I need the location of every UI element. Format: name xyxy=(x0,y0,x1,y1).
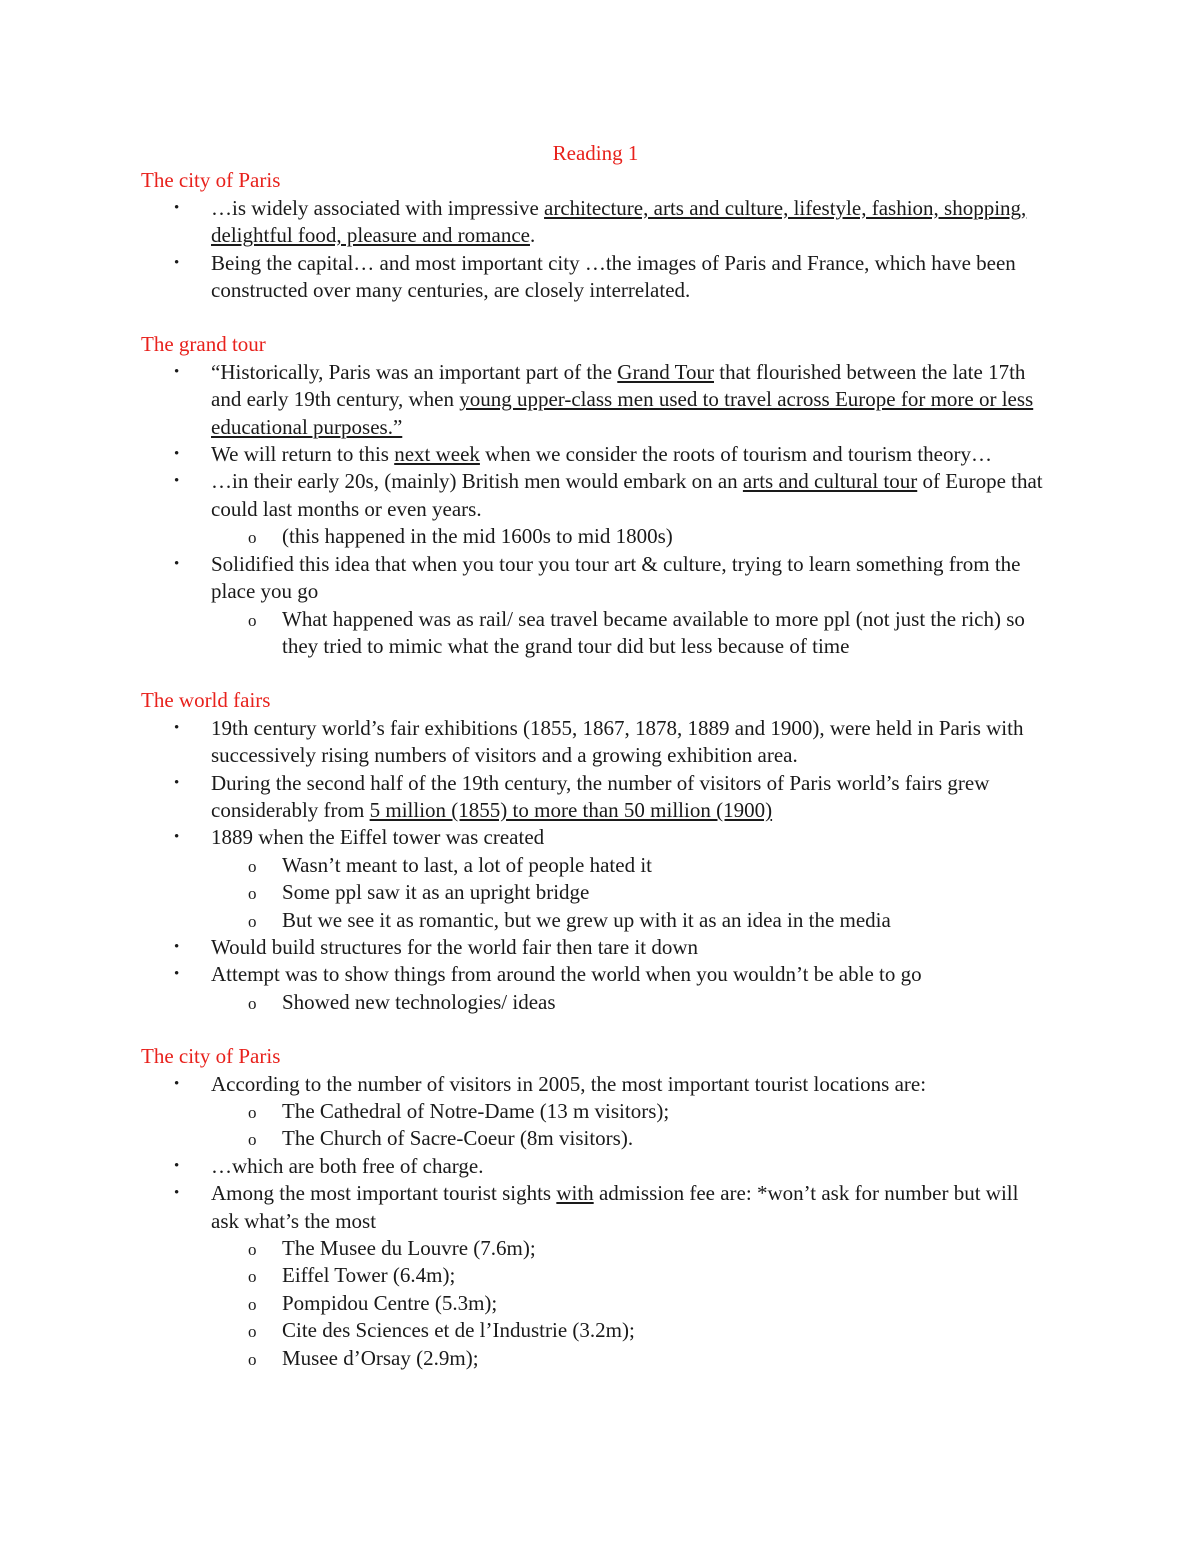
text-run: 19th century world’s fair exhibitions (1855, 1867, 1878, 1889 and 1900), were held in Paris with successively rising numbers of visitors and a growing exhibition area. xyxy=(211,715,1024,768)
list-item xyxy=(174,1071,1050,1153)
list-item-text xyxy=(211,825,544,849)
sub-list-item xyxy=(248,1317,1050,1344)
list-item xyxy=(174,934,1050,961)
bullet-icon: • xyxy=(174,363,180,380)
bullet-icon: • xyxy=(174,719,180,736)
text-run: During the second half of the 19th century, the number of visitors of Paris world’s fairs grew considerably from xyxy=(211,770,990,822)
text-run: According to the number of visitors in 2005, the most important tourist locations are: xyxy=(211,1071,927,1096)
text-run: “Historically, Paris was an important part of the xyxy=(211,359,618,384)
underlined-text: arts and cultural tour xyxy=(742,469,918,494)
list-item-text xyxy=(211,251,1016,302)
sub-list-item xyxy=(248,879,1050,906)
text-run: Wasn’t meant to last, a lot of people hated it xyxy=(282,852,652,877)
circle-bullet-icon: o xyxy=(248,1267,257,1287)
sub-list-item-text xyxy=(282,1291,497,1315)
underlined-text: 5 million (1855) to more than 50 million (1900) xyxy=(369,797,773,822)
text-run: We will return to this xyxy=(211,442,395,467)
text-run: …is widely associated with impressive xyxy=(211,195,545,220)
document-title: Reading 1 xyxy=(552,141,639,165)
text-run: Showed new technologies/ ideas xyxy=(282,989,556,1014)
text-run: admission fee are: *won’t ask for number but will ask what’s the most xyxy=(211,1181,1019,1233)
bullet-icon: • xyxy=(174,446,180,463)
text-run: …in their early 20s, (mainly) British men would embark on an xyxy=(211,469,743,494)
underlined-text: architecture, arts and culture, lifestyle, fashion, shopping, delightful food, pleasure and romance xyxy=(211,195,1027,248)
text-run: (this happened in the mid 1600s to mid 1800s) xyxy=(282,524,673,549)
list-item xyxy=(174,250,1050,305)
section-heading: The city of Paris xyxy=(141,168,281,193)
bullet-icon: • xyxy=(174,1185,180,1202)
text-run: that flourished between the late 17th and early 19th century, when xyxy=(211,359,1026,412)
circle-bullet-icon: o xyxy=(248,856,257,876)
list-item xyxy=(174,195,1050,250)
text-run: 1889 when the Eiffel tower was created xyxy=(211,825,545,850)
list-item xyxy=(174,551,1050,661)
list-item xyxy=(174,359,1050,441)
sub-list-item-text xyxy=(282,853,652,877)
text-run: when we consider the roots of tourism and tourism theory… xyxy=(479,442,992,467)
circle-bullet-icon: o xyxy=(248,1294,257,1314)
list-item-text xyxy=(211,552,1021,603)
sub-list-item xyxy=(248,852,1050,879)
sub-list-item-text xyxy=(282,1099,669,1123)
section xyxy=(141,687,1050,1016)
sub-list-item-text xyxy=(282,1126,633,1150)
circle-bullet-icon: o xyxy=(248,1349,257,1369)
list-item xyxy=(174,1153,1050,1180)
circle-bullet-icon: o xyxy=(248,911,257,931)
sub-list-item-text xyxy=(282,1346,479,1370)
underlined-text: with xyxy=(556,1181,594,1206)
sub-list-item xyxy=(248,1098,1050,1125)
sub-bullet-list xyxy=(211,852,1050,934)
circle-bullet-icon: o xyxy=(248,993,257,1013)
sub-list-item xyxy=(248,523,1050,550)
sub-list-item xyxy=(248,1125,1050,1152)
section xyxy=(141,331,1050,660)
bullet-icon: • xyxy=(174,966,180,983)
list-item xyxy=(174,1180,1050,1372)
section-heading: The grand tour xyxy=(141,332,266,357)
text-run: What happened was as rail/ sea travel became available to more ppl (not just the rich) so they tried to mimic what the grand tour did but less because of time xyxy=(282,606,1025,658)
bullet-list xyxy=(141,195,1050,305)
circle-bullet-icon: o xyxy=(248,1103,257,1122)
list-item xyxy=(174,770,1050,825)
sub-list-item-text xyxy=(282,1318,635,1342)
bullet-icon: • xyxy=(174,1157,180,1174)
bullet-list xyxy=(141,1071,1050,1372)
bullet-icon: • xyxy=(174,199,180,216)
sub-list-item xyxy=(248,1345,1050,1372)
list-item-text xyxy=(211,771,989,822)
section xyxy=(141,167,1050,304)
sub-bullet-list xyxy=(211,606,1050,661)
bullet-icon: • xyxy=(174,473,180,490)
sub-list-item-text xyxy=(282,990,556,1014)
bullet-list xyxy=(141,359,1050,660)
bullet-list xyxy=(141,715,1050,1016)
list-item-text xyxy=(211,442,992,466)
sub-bullet-list xyxy=(211,1235,1050,1372)
sub-bullet-list xyxy=(211,523,1050,550)
underlined-text: next week xyxy=(394,442,480,467)
bullet-icon: • xyxy=(174,555,180,572)
list-item xyxy=(174,441,1050,468)
list-item xyxy=(174,468,1050,550)
sub-list-item xyxy=(248,606,1050,661)
sub-list-item-text xyxy=(282,1236,536,1260)
text-run: Cite des Sciences et de l’Industrie (3.2m); xyxy=(282,1318,635,1343)
list-item xyxy=(174,824,1050,934)
text-run: The Musee du Louvre (7.6m); xyxy=(282,1236,536,1261)
text-run: But we see it as romantic, but we grew up with it as an idea in the media xyxy=(282,907,891,932)
bullet-icon: • xyxy=(174,774,180,791)
list-item-text xyxy=(211,196,1026,247)
sub-bullet-list xyxy=(211,1098,1050,1153)
text-run: …which are both free of charge. xyxy=(211,1153,484,1178)
text-run: Eiffel Tower (6.4m); xyxy=(282,1263,456,1288)
sub-list-item xyxy=(248,989,1050,1016)
section-heading: The city of Paris xyxy=(141,1044,281,1069)
list-item-text xyxy=(211,962,922,986)
bullet-icon: • xyxy=(174,1075,180,1092)
sub-list-item-text xyxy=(282,908,891,932)
text-run: Solidified this idea that when you tour you tour art & culture, trying to learn something from the place you go xyxy=(211,551,1021,604)
text-run: Among the most important tourist sights xyxy=(211,1181,557,1206)
sub-list-item xyxy=(248,1290,1050,1317)
bullet-icon: • xyxy=(174,829,180,846)
document-body xyxy=(141,167,1050,1372)
text-run: of Europe that could last months or even years. xyxy=(211,469,1043,521)
sub-list-item-text xyxy=(282,524,673,548)
section xyxy=(141,1043,1050,1372)
circle-bullet-icon: o xyxy=(248,1240,257,1260)
sub-list-item-text xyxy=(282,607,1025,658)
text-run: Pompidou Centre (5.3m); xyxy=(282,1290,498,1315)
list-item-text xyxy=(211,1154,484,1178)
list-item-text xyxy=(211,469,1043,520)
text-run: The Cathedral of Notre-Dame (13 m visitors); xyxy=(282,1099,670,1123)
bullet-icon: • xyxy=(174,254,180,271)
list-item-text xyxy=(211,1181,1018,1232)
circle-bullet-icon: o xyxy=(248,1130,257,1150)
list-item-text xyxy=(211,360,1033,439)
sub-list-item xyxy=(248,907,1050,934)
sub-list-item-text xyxy=(282,880,589,904)
list-item-text xyxy=(211,1072,926,1096)
list-item xyxy=(174,715,1050,770)
list-item-text xyxy=(211,716,1023,767)
underlined-text: Grand Tour xyxy=(617,359,714,384)
circle-bullet-icon: o xyxy=(248,1322,257,1342)
sub-list-item xyxy=(248,1262,1050,1289)
sub-bullet-list xyxy=(211,989,1050,1016)
text-run: Attempt was to show things from around the world when you wouldn’t be able to go xyxy=(211,962,922,987)
circle-bullet-icon: o xyxy=(248,528,257,548)
bullet-icon: • xyxy=(174,938,180,955)
list-item-text xyxy=(211,935,698,959)
text-run: The Church of Sacre-Coeur (8m visitors). xyxy=(282,1126,634,1151)
text-run: Musee d’Orsay (2.9m); xyxy=(282,1345,479,1370)
text-run: Being the capital… and most important city …the images of Paris and France, which have been constructed over many centuries, are closely interrelated. xyxy=(211,250,1016,303)
text-run: . xyxy=(529,223,536,248)
sub-list-item xyxy=(248,1235,1050,1262)
sub-list-item-text xyxy=(282,1263,455,1287)
circle-bullet-icon: o xyxy=(248,610,257,630)
list-item xyxy=(174,961,1050,1016)
text-run: Would build structures for the world fair then tare it down xyxy=(211,934,699,959)
circle-bullet-icon: o xyxy=(248,884,257,904)
underlined-text: young upper-class men used to travel across Europe for more or less educational purposes.” xyxy=(211,387,1034,439)
section-heading: The world fairs xyxy=(141,688,271,713)
text-run: Some ppl saw it as an upright bridge xyxy=(282,880,590,905)
